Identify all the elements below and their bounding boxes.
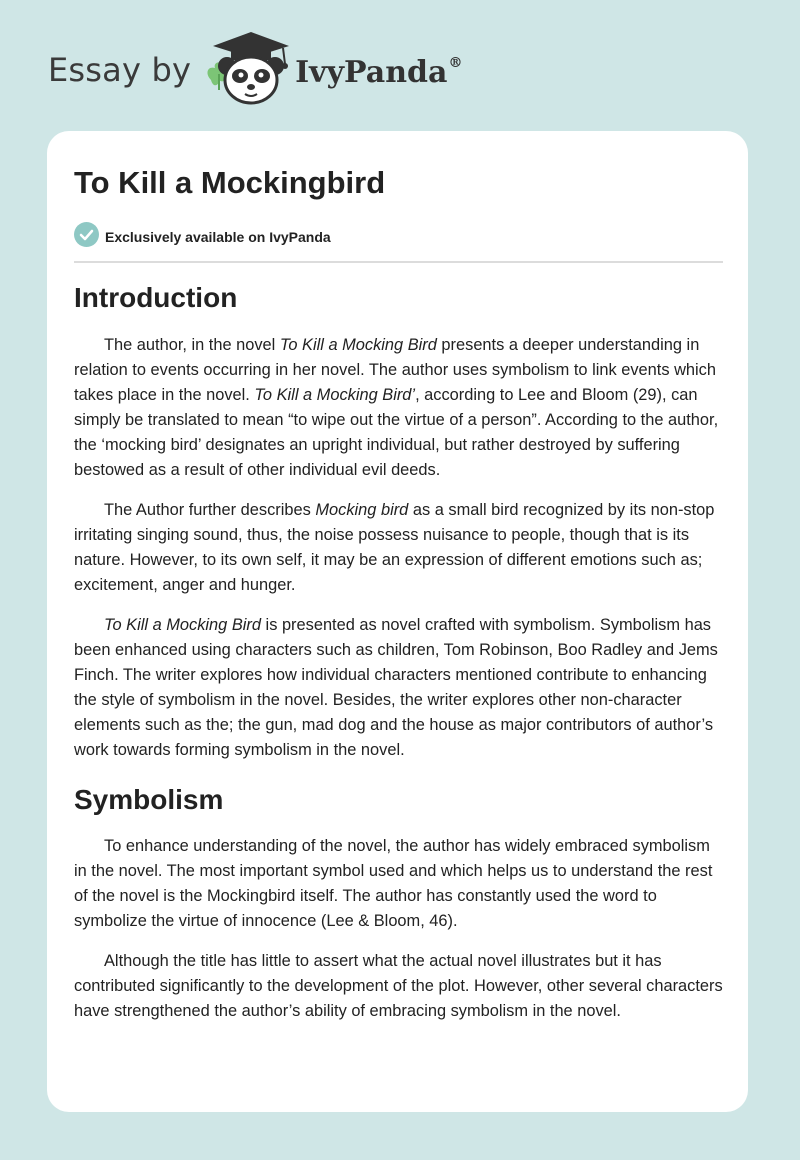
essay-card xyxy=(47,131,748,1112)
registered-mark: ® xyxy=(448,54,463,71)
section-heading-introduction: Introduction xyxy=(74,282,238,313)
divider xyxy=(74,261,723,263)
paragraph: The author, in the novel To Kill a Mocking Bird presents a deeper understanding in relation to events occurring in her novel. The author uses symbolism to link events which takes place in the novel. To Kill a Mocking Bird’, according to Lee and Bloom (29), can simply be translated to mean “to wipe out the virtue of a person”. According to the author, the ‘mocking bird’ designates an upright individual, but rather destroyed by suffering bestowed as a result of other individual evil deeds. xyxy=(74,335,719,479)
badge-label: Exclusively available on IvyPanda xyxy=(105,229,331,245)
panda-graduate-icon xyxy=(201,28,291,113)
paragraph: Although the title has little to assert what the actual novel illustrates but it has contributed significantly to the development of the plot. However, other several characters have strengthened the author’s ability of embracing symbolism in the novel. xyxy=(74,952,723,1021)
paragraph: To enhance understanding of the novel, the author has widely embraced symbolism in the novel. The most important symbol used and which helps us to understand the rest of the novel is the Mockingbird itself. The author has constantly used the word to symbolize the virtue of innocence (Lee & Bloom, 46). xyxy=(74,837,713,931)
essay-by-label: Essay by xyxy=(48,51,192,89)
ivypanda-logo[interactable] xyxy=(201,28,462,113)
article-body xyxy=(74,281,724,1039)
site-header xyxy=(48,30,462,110)
brand-name: IvyPanda® xyxy=(295,54,463,90)
section-heading-symbolism: Symbolism xyxy=(74,783,224,815)
page-title: To Kill a Mockingbird xyxy=(74,165,386,200)
exclusive-badge xyxy=(74,222,331,252)
paragraph: To Kill a Mocking Bird is presented as novel crafted with symbolism. Symbolism has been enhanced using characters such as children, Tom Robinson, Boo Radley and Jems Finch. The writer explores how individual characters mentioned contribute to enhancing the style of symbolism in the novel. Besides, the writer explores other non-character elements such as the; the gun, mad dog and the house as major contributors of author’s work towards forming symbolism in the novel. xyxy=(74,615,718,759)
paragraph: The Author further describes Mocking bird as a small bird recognized by its non-stop irritating singing sound, thus, the noise possess nuisance to people, though that is its nature. However, to its own self, it may be an expression of different emotions such as; excitement, anger and hunger. xyxy=(74,500,715,594)
check-circle-icon xyxy=(74,222,99,252)
